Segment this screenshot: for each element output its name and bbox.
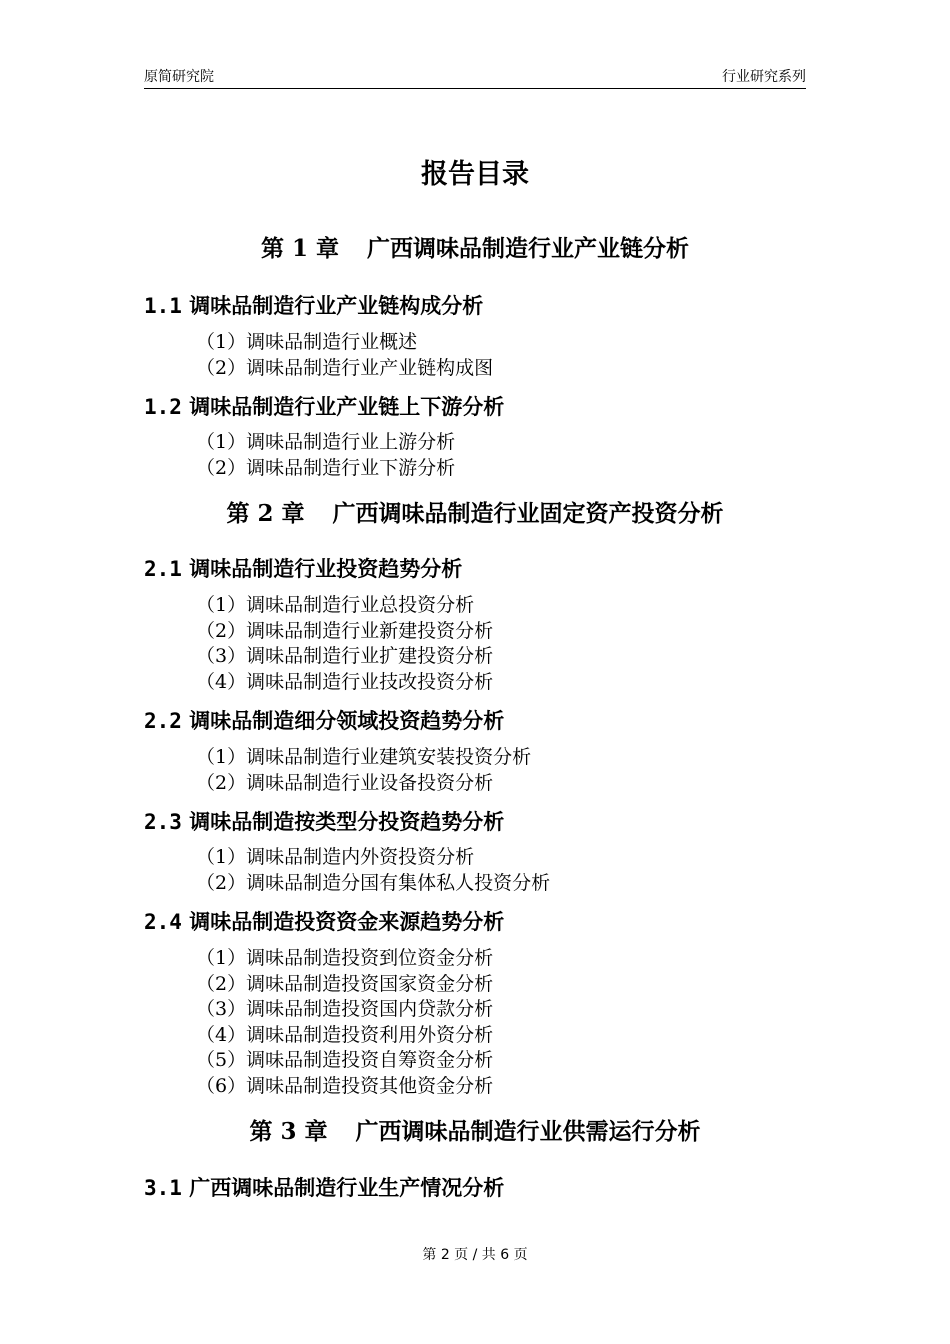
chapter-heading — [0, 498, 950, 530]
chapter-heading — [0, 233, 950, 265]
toc-item: （1）调味品制造行业上游分析 — [196, 431, 456, 453]
section-title: 调味品制造细分领域投资趋势分析 — [189, 708, 505, 733]
section-title: 调味品制造行业产业链上下游分析 — [189, 394, 505, 419]
header-series-name: 行业研究系列 — [722, 69, 806, 85]
chapter-heading — [0, 1116, 950, 1148]
toc-item: （3）调味品制造行业扩建投资分析 — [196, 645, 494, 667]
toc-item: （2）调味品制造行业产业链构成图 — [196, 356, 494, 379]
section-title: 调味品制造行业产业链构成分析 — [189, 293, 484, 318]
header-org-name: 原简研究院 — [144, 69, 214, 85]
toc-item: （1）调味品制造行业总投资分析 — [196, 594, 475, 616]
section-heading — [144, 291, 483, 321]
chapter-title: 广西调味品制造行业产业链分析 — [367, 235, 690, 262]
section-items — [196, 845, 550, 896]
page-footer: 第 2 页 / 共 6 页 — [422, 1247, 528, 1263]
chapter-title: 广西调味品制造行业供需运行分析 — [355, 1118, 701, 1145]
chapter-title: 广西调味品制造行业固定资产投资分析 — [332, 500, 724, 527]
toc-item: （2）调味品制造行业下游分析 — [196, 456, 456, 479]
toc-item: （1）调味品制造行业建筑安装投资分析 — [196, 746, 532, 768]
header-divider — [144, 88, 806, 89]
toc-item: （4）调味品制造行业技改投资分析 — [196, 670, 494, 693]
section-title: 调味品制造行业投资趋势分析 — [189, 556, 463, 581]
section-number: 2.4 — [144, 910, 182, 934]
section-heading — [144, 1173, 504, 1203]
section-items — [196, 745, 531, 796]
toc-item: （2）调味品制造投资国家资金分析 — [196, 972, 494, 995]
section-number: 3.1 — [144, 1176, 182, 1200]
section-heading — [144, 392, 504, 422]
section-items — [196, 593, 493, 695]
chapter-label: 第 3 章 — [249, 1118, 328, 1145]
section-heading — [144, 807, 504, 837]
chapter-label: 第 1 章 — [260, 235, 340, 262]
toc-title: 报告目录 — [421, 159, 529, 190]
section-items — [196, 430, 455, 481]
toc-item: （5）调味品制造投资自筹资金分析 — [196, 1049, 494, 1071]
toc-item: （2）调味品制造行业新建投资分析 — [196, 619, 494, 642]
section-title: 广西调味品制造行业生产情况分析 — [189, 1175, 505, 1200]
section-heading — [144, 907, 504, 937]
toc-item: （6）调味品制造投资其他资金分析 — [196, 1074, 494, 1097]
section-items — [196, 946, 493, 1099]
toc-item: （1）调味品制造内外资投资分析 — [196, 846, 475, 868]
toc-item: （3）调味品制造投资国内贷款分析 — [196, 998, 494, 1020]
chapter-label: 第 2 章 — [226, 500, 305, 527]
section-items — [196, 330, 493, 381]
toc-item: （1）调味品制造投资到位资金分析 — [196, 947, 494, 969]
toc-item: （2）调味品制造行业设备投资分析 — [196, 771, 494, 794]
toc-item: （1）调味品制造行业概述 — [196, 331, 418, 353]
section-title: 调味品制造按类型分投资趋势分析 — [189, 809, 505, 834]
section-number: 2.2 — [144, 709, 182, 733]
section-heading — [144, 706, 504, 736]
section-title: 调味品制造投资资金来源趋势分析 — [189, 909, 505, 934]
section-heading — [144, 554, 462, 584]
toc-item: （2）调味品制造分国有集体私人投资分析 — [196, 871, 551, 894]
toc-item: （4）调味品制造投资利用外资分析 — [196, 1023, 494, 1046]
section-number: 1.2 — [144, 395, 182, 419]
section-number: 1.1 — [144, 294, 182, 318]
section-number: 2.1 — [144, 557, 182, 581]
section-number: 2.3 — [144, 810, 182, 834]
